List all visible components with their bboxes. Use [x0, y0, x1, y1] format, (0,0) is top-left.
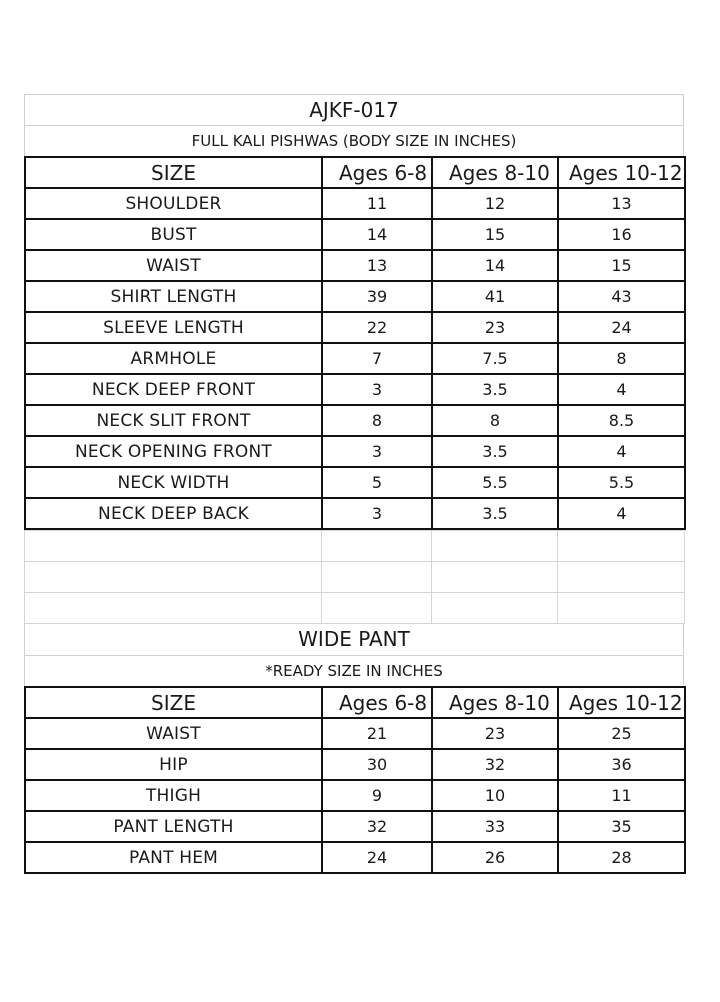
column-header-age: Ages 10-12	[558, 157, 685, 188]
row-value: 8.5	[558, 405, 685, 436]
row-value: 4	[558, 498, 685, 529]
column-header-age: Ages 6-8	[322, 687, 432, 718]
row-value: 36	[558, 749, 685, 780]
table-row	[25, 436, 685, 467]
column-header-age: Ages 8-10	[432, 687, 558, 718]
row-value: 9	[322, 780, 432, 811]
row-value: 25	[558, 718, 685, 749]
row-value: 21	[322, 718, 432, 749]
row-label: NECK OPENING FRONT	[25, 436, 322, 467]
row-value: 24	[558, 312, 685, 343]
table-header-row	[25, 687, 685, 718]
row-value: 11	[558, 780, 685, 811]
row-value: 7.5	[432, 343, 558, 374]
row-value: 23	[432, 312, 558, 343]
row-value: 4	[558, 374, 685, 405]
row-value: 22	[322, 312, 432, 343]
row-value: 14	[432, 250, 558, 281]
body-size-table	[24, 156, 686, 530]
row-value: 41	[432, 281, 558, 312]
table-row	[25, 312, 685, 343]
table-row	[25, 374, 685, 405]
row-value: 3.5	[432, 374, 558, 405]
row-label: WAIST	[25, 718, 322, 749]
column-header-age: Ages 10-12	[558, 687, 685, 718]
row-value: 11	[322, 188, 432, 219]
table-row	[25, 811, 685, 842]
row-label: NECK SLIT FRONT	[25, 405, 322, 436]
row-value: 39	[322, 281, 432, 312]
row-value: 3	[322, 374, 432, 405]
pant-table-title: WIDE PANT	[24, 624, 684, 655]
pant-size-table	[24, 686, 686, 874]
row-value: 15	[558, 250, 685, 281]
row-label: SHOULDER	[25, 188, 322, 219]
row-value: 24	[322, 842, 432, 873]
row-value: 3.5	[432, 436, 558, 467]
row-label: NECK WIDTH	[25, 467, 322, 498]
body-table-subtitle: FULL KALI PISHWAS (BODY SIZE IN INCHES)	[24, 125, 684, 156]
row-label: NECK DEEP FRONT	[25, 374, 322, 405]
row-value: 28	[558, 842, 685, 873]
row-value: 3	[322, 436, 432, 467]
row-value: 8	[432, 405, 558, 436]
spacer-rows	[24, 530, 685, 624]
table-header-row	[25, 157, 685, 188]
column-header-age: Ages 6-8	[322, 157, 432, 188]
row-value: 3	[322, 498, 432, 529]
row-label: ARMHOLE	[25, 343, 322, 374]
table-row	[25, 749, 685, 780]
row-value: 12	[432, 188, 558, 219]
table-row	[25, 780, 685, 811]
product-code: AJKF-017	[24, 94, 684, 125]
table-row	[25, 718, 685, 749]
row-value: 32	[322, 811, 432, 842]
row-label: NECK DEEP BACK	[25, 498, 322, 529]
column-header-size: SIZE	[25, 157, 322, 188]
row-value: 4	[558, 436, 685, 467]
row-value: 32	[432, 749, 558, 780]
row-label: SHIRT LENGTH	[25, 281, 322, 312]
row-label: HIP	[25, 749, 322, 780]
table-row	[25, 250, 685, 281]
row-value: 16	[558, 219, 685, 250]
table-row	[25, 281, 685, 312]
row-value: 8	[322, 405, 432, 436]
table-row	[25, 498, 685, 529]
row-value: 10	[432, 780, 558, 811]
row-value: 35	[558, 811, 685, 842]
row-value: 5.5	[432, 467, 558, 498]
table-row	[25, 405, 685, 436]
table-row	[25, 188, 685, 219]
row-label: PANT HEM	[25, 842, 322, 873]
row-value: 13	[322, 250, 432, 281]
table-row	[25, 467, 685, 498]
row-value: 5.5	[558, 467, 685, 498]
row-value: 30	[322, 749, 432, 780]
row-value: 26	[432, 842, 558, 873]
row-label: SLEEVE LENGTH	[25, 312, 322, 343]
row-value: 33	[432, 811, 558, 842]
pant-table-subtitle: *READY SIZE IN INCHES	[24, 655, 684, 686]
row-label: WAIST	[25, 250, 322, 281]
table-row	[25, 842, 685, 873]
row-label: PANT LENGTH	[25, 811, 322, 842]
row-value: 8	[558, 343, 685, 374]
size-chart-sheet	[24, 94, 684, 874]
row-value: 23	[432, 718, 558, 749]
row-label: THIGH	[25, 780, 322, 811]
row-value: 13	[558, 188, 685, 219]
row-value: 7	[322, 343, 432, 374]
row-label: BUST	[25, 219, 322, 250]
column-header-age: Ages 8-10	[432, 157, 558, 188]
row-value: 3.5	[432, 498, 558, 529]
column-header-size: SIZE	[25, 687, 322, 718]
row-value: 43	[558, 281, 685, 312]
table-row	[25, 219, 685, 250]
table-row	[25, 343, 685, 374]
row-value: 15	[432, 219, 558, 250]
row-value: 5	[322, 467, 432, 498]
row-value: 14	[322, 219, 432, 250]
